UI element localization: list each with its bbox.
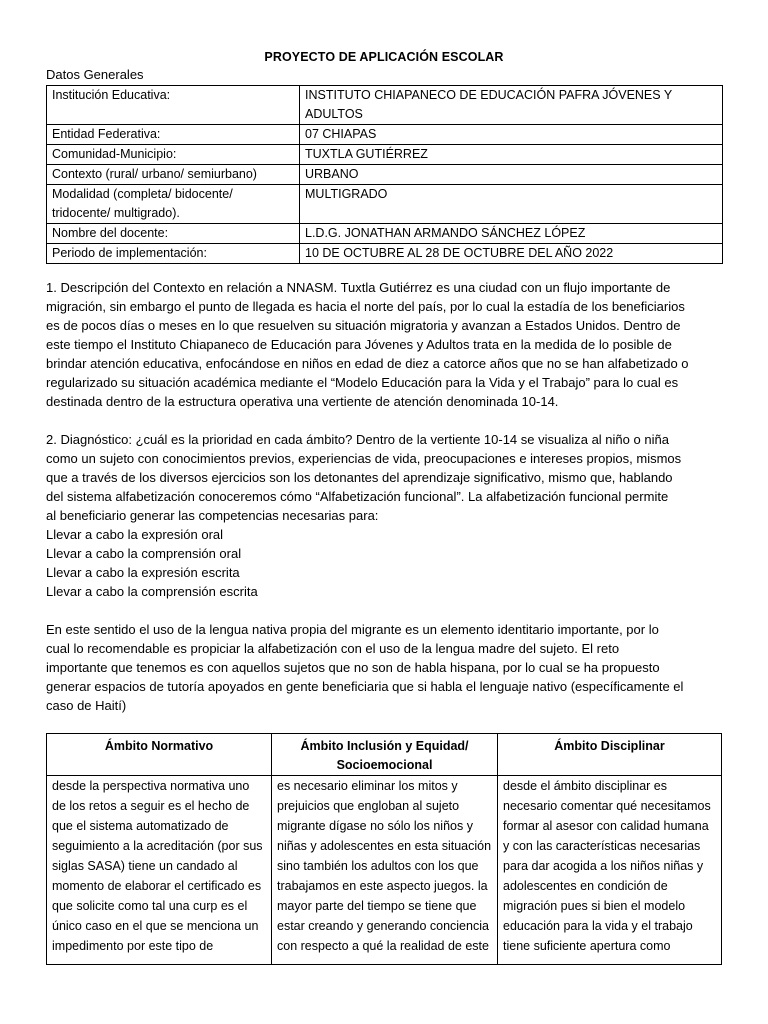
field-label: Contexto (rural/ urbano/ semiurbano) bbox=[47, 165, 300, 185]
text-line: es de pocos días o meses en lo que resuelven su situación migratoria y avanzan a Estados Unidos. Dentro de bbox=[46, 318, 681, 333]
text-line: del sistema alfabetización conoceremos cómo “Alfabetización funcional”. La alfabetización funcional permite bbox=[46, 489, 669, 504]
ambitos-content-row bbox=[47, 776, 722, 965]
field-value: MULTIGRADO bbox=[300, 185, 723, 224]
text-line: este tiempo el Instituto Chiapaneco de Educación para Jóvenes y Adultos trata en la medida de lo posible de bbox=[46, 337, 672, 352]
header-ambito-inclusion: Ámbito Inclusión y Equidad/ Socioemocional bbox=[272, 734, 498, 776]
field-label: Comunidad-Municipio: bbox=[47, 145, 300, 165]
document-title: PROYECTO DE APLICACIÓN ESCOLAR bbox=[264, 50, 504, 64]
section-label: Datos Generales bbox=[46, 67, 144, 82]
text-line: caso de Haití) bbox=[46, 698, 127, 713]
text-line: regularizado su situación académica mediante el “Modelo Educación para la Vida y el Trabajo” para lo cual es bbox=[46, 375, 679, 390]
text-line: brindar atención educativa, enfocándose en niños en edad de diez a catorce años que no se han alfabetizado o bbox=[46, 356, 689, 371]
general-data-row bbox=[47, 86, 723, 125]
text-line: 1. Descripción del Contexto en relación a NNASM. Tuxtla Gutiérrez es una ciudad con un flujo importante de bbox=[46, 280, 671, 295]
text-line: Llevar a cabo la comprensión oral bbox=[46, 546, 242, 561]
cell-ambito-disciplinar: desde el ámbito disciplinar es necesario comentar qué necesitamos formar al asesor con calidad humana y con las características necesarias para dar acogida a los niños niñas y adolescentes en condición de migración pues si bien el modelo educación para la vida y el trabajo tiene suficiente apertura como bbox=[498, 776, 722, 965]
general-data-table bbox=[46, 85, 723, 264]
cell-ambito-normativo: desde la perspectiva normativa uno de los retos a seguir es el hecho de que el sistema automatizado de seguimiento a la acreditación (por sus siglas SASA) tiene un candado al momento de elaborar el certificado es que solicite como tal una curp es el único caso en el que se menciona un impedimento por este tipo de bbox=[47, 776, 272, 965]
text-line: que a través de los diversos ejercicios son los detonantes del aprendizaje significativo, mismo que, hablando bbox=[46, 470, 673, 485]
field-value: TUXTLA GUTIÉRREZ bbox=[300, 145, 723, 165]
field-value: INSTITUTO CHIAPANECO DE EDUCACIÓN PAFRA JÓVENES Y ADULTOS bbox=[300, 86, 723, 125]
text-line: como un sujeto con conocimientos previos, experiencias de vida, preocupaciones e intereses propios, mismos bbox=[46, 451, 682, 466]
text-line: Llevar a cabo la expresión oral bbox=[46, 527, 224, 542]
text-line: importante que tenemos es con aquellos sujetos que no son de habla hispana, por lo cual se ha propuesto bbox=[46, 660, 660, 675]
text-line: destinada dentro de la estructura operativa una vertiente de atención denominada 10-14. bbox=[46, 394, 559, 409]
text-line: migración, sin embargo el punto de llegada es hacia el norte del país, por lo cual la estadía de los beneficiarios bbox=[46, 299, 685, 314]
paragraph-context-description bbox=[46, 278, 726, 411]
general-data-row bbox=[47, 145, 723, 165]
header-ambito-disciplinar: Ámbito Disciplinar bbox=[498, 734, 722, 776]
general-data-row bbox=[47, 224, 723, 244]
paragraph-native-language bbox=[46, 620, 726, 715]
text-line: generar espacios de tutoría apoyados en gente beneficiaria que si habla el lenguaje nativo (específicamente el bbox=[46, 679, 684, 694]
text-line: 2. Diagnóstico: ¿cuál es la prioridad en cada ámbito? Dentro de la vertiente 10-14 se visualiza al niño o niña bbox=[46, 432, 669, 447]
general-data-row bbox=[47, 185, 723, 224]
field-label: Modalidad (completa/ bidocente/ tridocente/ multigrado). bbox=[47, 185, 300, 224]
field-label: Periodo de implementación: bbox=[47, 244, 300, 264]
field-label: Entidad Federativa: bbox=[47, 125, 300, 145]
cell-ambito-inclusion: es necesario eliminar los mitos y prejuicios que engloban al sujeto migrante dígase no sólo los niños y niñas y adolescentes en esta situación sino también los adultos con los que trabajamos en este aspecto juegos. la mayor parte del tiempo se tiene que estar creando y generando conciencia con respecto a qué la realidad de este bbox=[272, 776, 498, 965]
general-data-row bbox=[47, 244, 723, 264]
header-ambito-normativo: Ámbito Normativo bbox=[47, 734, 272, 776]
field-value: 10 DE OCTUBRE AL 28 DE OCTUBRE DEL AÑO 2022 bbox=[300, 244, 723, 264]
field-value: URBANO bbox=[300, 165, 723, 185]
text-line: cual lo recomendable es propiciar la alfabetización con el uso de la lengua madre del sujeto. El reto bbox=[46, 641, 620, 656]
text-line: al beneficiario generar las competencias necesarias para: bbox=[46, 508, 379, 523]
paragraph-diagnosis bbox=[46, 430, 726, 601]
text-line: En este sentido el uso de la lengua nativa propia del migrante es un elemento identitario importante, por lo bbox=[46, 622, 659, 637]
general-data-row bbox=[47, 165, 723, 185]
general-data-row bbox=[47, 125, 723, 145]
text-line: Llevar a cabo la expresión escrita bbox=[46, 565, 240, 580]
field-label: Institución Educativa: bbox=[47, 86, 300, 125]
field-label: Nombre del docente: bbox=[47, 224, 300, 244]
ambitos-header-row bbox=[47, 734, 722, 776]
ambitos-table bbox=[46, 733, 722, 965]
field-value: 07 CHIAPAS bbox=[300, 125, 723, 145]
field-value: L.D.G. JONATHAN ARMANDO SÁNCHEZ LÓPEZ bbox=[300, 224, 723, 244]
text-line: Llevar a cabo la comprensión escrita bbox=[46, 584, 258, 599]
